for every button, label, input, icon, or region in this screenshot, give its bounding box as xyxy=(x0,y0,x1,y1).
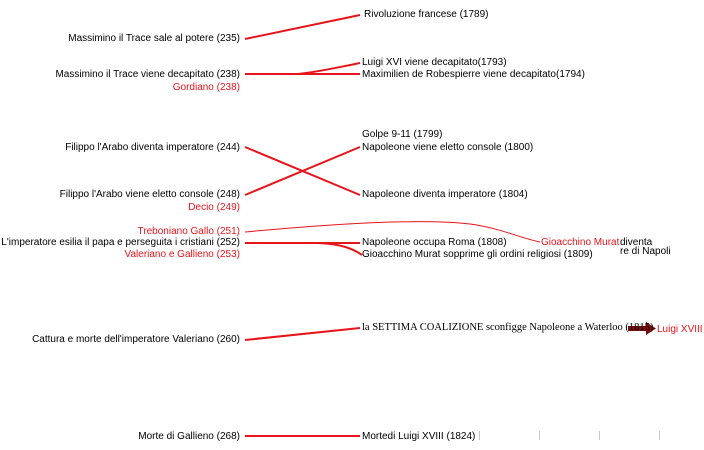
annotation-luigi-xviii: Luigi XVIII xyxy=(657,324,703,335)
event-settima-coalizione: la SETTIMA COALIZIONE sconfigge Napoleone a Waterloo (1815) xyxy=(362,322,654,333)
event-rivoluzione: Rivoluzione francese (1789) xyxy=(364,9,489,20)
separator-mark xyxy=(599,431,600,440)
event-robespierre: Maximilien de Robespierre viene decapitato(1794) xyxy=(362,69,585,80)
event-napoleone-roma: Napoleone occupa Roma (1808) xyxy=(362,237,507,248)
event-massimino-decapitato: Massimino il Trace viene decapitato (238) xyxy=(55,69,240,80)
event-golpe: Golpe 9-11 (1799) xyxy=(362,129,443,140)
link-235-1789 xyxy=(245,15,360,39)
link-260-1815 xyxy=(245,328,360,340)
event-esilia-papa: L'imperatore esilia il papa e perseguita i cristiani (252) xyxy=(1,237,240,248)
event-filippo-imperatore: Filippo l'Arabo diventa imperatore (244) xyxy=(65,142,240,153)
link-253-1809 xyxy=(318,243,362,255)
event-decio: Decio (249) xyxy=(188,202,240,213)
event-gordiano: Gordiano (238) xyxy=(172,82,240,93)
link-238-1793 xyxy=(298,63,360,74)
event-luigi-decapitato: Luigi XVI viene decapitato(1793) xyxy=(362,57,507,68)
annotation-murat-diventa: diventa xyxy=(620,237,653,248)
event-treboniano: Treboniano Gallo (251) xyxy=(137,226,240,237)
separator-mark xyxy=(539,431,540,440)
annotation-murat-name: Gioacchino Murat xyxy=(541,237,620,248)
event-massimino-potere: Massimino il Trace sale al potere (235) xyxy=(68,33,240,44)
event-cattura-valeriano: Cattura e morte dell'imperatore Valeriano (260) xyxy=(32,334,240,345)
separator-mark xyxy=(659,431,660,440)
event-morte-gallieno: Morte di Gallieno (268) xyxy=(138,431,240,442)
event-murat-ordini: Gioacchino Murat sopprime gli ordini religiosi (1809) xyxy=(362,249,593,260)
event-napoleone-console: Napoleone viene eletto console (1800) xyxy=(362,142,534,153)
event-napoleone-imperatore: Napoleone diventa imperatore (1804) xyxy=(362,189,528,200)
annotation-murat-re-di-napoli: re di Napoli xyxy=(620,246,671,257)
event-valeriano-gallieno: Valeriano e Gallieno (253) xyxy=(124,249,240,260)
separator-mark xyxy=(479,431,480,440)
event-morte-luigi: Mortedi Luigi XVIII (1824) xyxy=(362,431,476,442)
event-filippo-console: Filippo l'Arabo viene eletto console (248) xyxy=(59,189,240,200)
